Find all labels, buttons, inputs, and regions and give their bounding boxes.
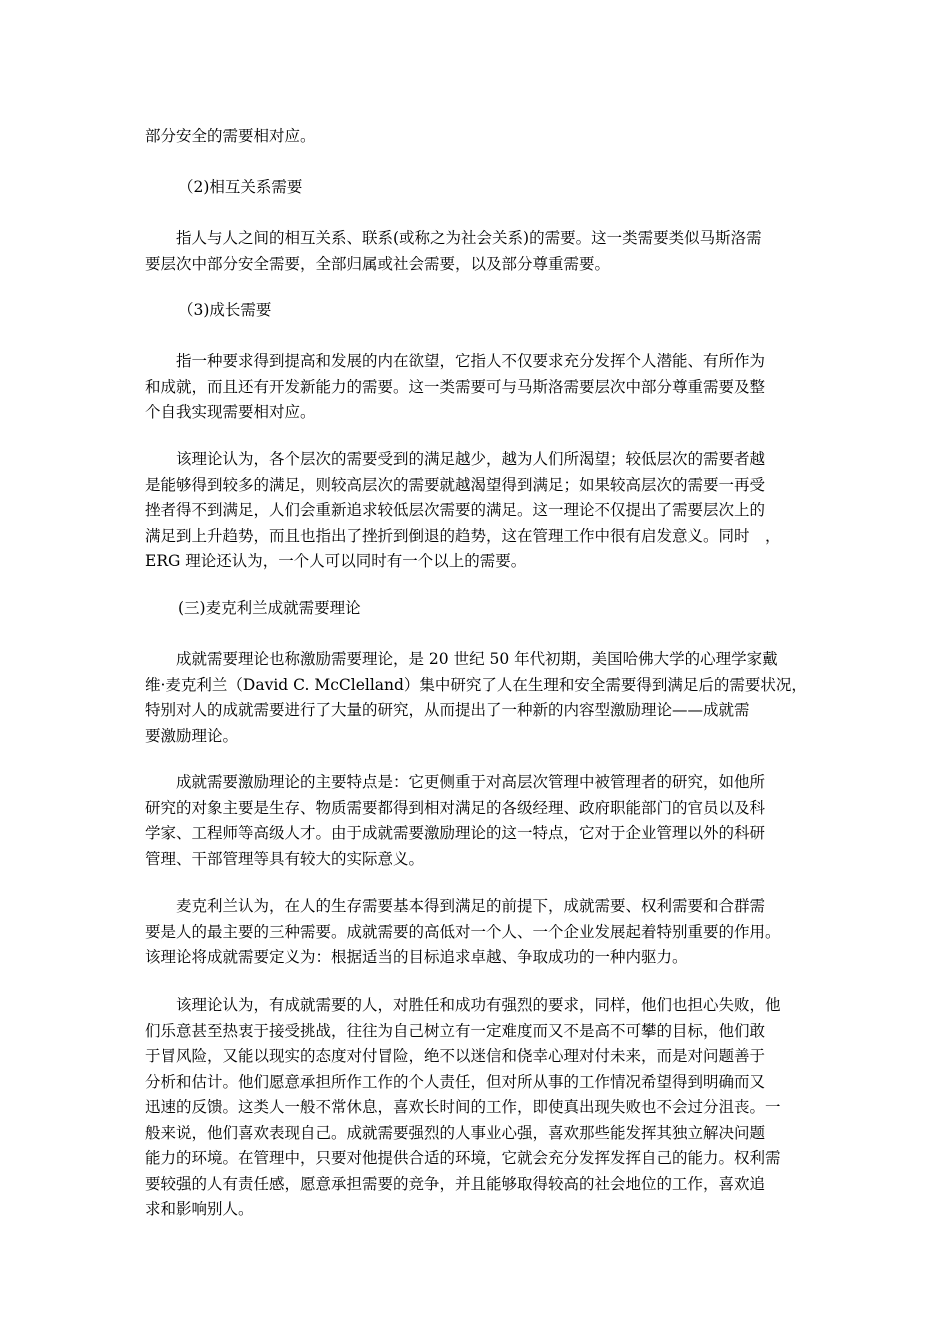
paragraph-achievement-features: 成就需要激励理论的主要特点是：它更侧重于对高层次管理中被管理者的研究，如他所 研究的对象主要是生存、物质需要都得到相对满足的各级经理、政府职能部门的官员以及科 学家、工程师等高级人才。由于成就需要激励理论的这一特点，它对于企业管理以外的科研 管理、干部管理等具有较大的实际意义。 [145,773,766,868]
paragraph-achievement-traits: 该理论认为，有成就需要的人，对胜任和成功有强烈的要求，同样，他们也担心失败，他 们乐意甚至热衷于接受挑战，往往为自己树立有一定难度而又不是高不可攀的目标，他们敢 于冒风险，又能以现实的态度对付冒险，绝不以迷信和侥幸心理对付未来，而是对问题善于 分析和估计。他们愿意承担所作工作的个人责任，但对所从事的工作情况希望得到明确而又 迅速的反馈。这类人一般不常休息，喜欢长时间的工作，即使真出现失败也不会过分沮丧。一 般来说，他们喜欢表现自己。成就需要强烈的人事业心强，喜欢那些能发挥其独立解决问题 能力的环境。在管理中，只要对他提供合适的环境，它就会充分发挥发挥自己的能力。权利需 要较强的人有责任感，愿意承担需要的竞争，并且能够取得较高的社会地位的工作，喜欢追 求和影响别人。 [145,996,781,1218]
paragraph-three-needs: 麦克利兰认为，在人的生存需要基本得到满足的前提下，成就需要、权利需要和合群需 要是人的最主要的三种需要。成就需要的高低对一个人、一个企业发展起着特别重要的作用。 该理论将成就需要定义为：根据适当的目标追求卓越、争取成功的一种内驱力。 [145,897,781,966]
section-heading-relatedness: （2)相互关系需要 [178,178,303,196]
section-heading-growth: （3)成长需要 [178,301,272,319]
section-heading-mcclelland: (三)麦克利兰成就需要理论 [178,599,361,617]
paragraph-erg-theory: 该理论认为，各个层次的需要受到的满足越少，越为人们所渴望；较低层次的需要者越 是能够得到较多的满足，则较高层次的需要就越渴望得到满足；如果较高层次的需要一再受 挫者得不到满足，人们会重新追求较低层次需要的满足。这一理论不仅提出了需要层次上的 满足到上升趋势，而且也指出了挫折到倒退的趋势，这在管理工作中很有启发意义。同时 ， ERG 理论还认为，一个人可以同时有一个以上的需要。 [145,450,781,570]
paragraph-relatedness: 指人与人之间的相互关系、联系(或称之为社会关系)的需要。这一类需要类似马斯洛需 要层次中部分安全需要，全部归属或社会需要，以及部分尊重需要。 [145,229,762,273]
paragraph-growth: 指一种要求得到提高和发展的内在欲望，它指人不仅要求充分发挥个人潜能、有所作为 和成就，而且还有开发新能力的需要。这一类需要可与马斯洛需要层次中部分尊重需要及整 个自我实现需要相对应。 [145,352,766,421]
paragraph-continuation: 部分安全的需要相对应。 [145,127,316,145]
paragraph-achievement-intro: 成就需要理论也称激励需要理论，是 20 世纪 50 年代初期，美国哈佛大学的心理学家戴 维·麦克利兰（David C. McClelland）集中研究了人在生理和安全需要得到满足后的需要状况， 特别对人的成就需要进行了大量的研究，从而提出了一种新的内容型激励理论——成就需 要激励理论。 [145,650,807,745]
